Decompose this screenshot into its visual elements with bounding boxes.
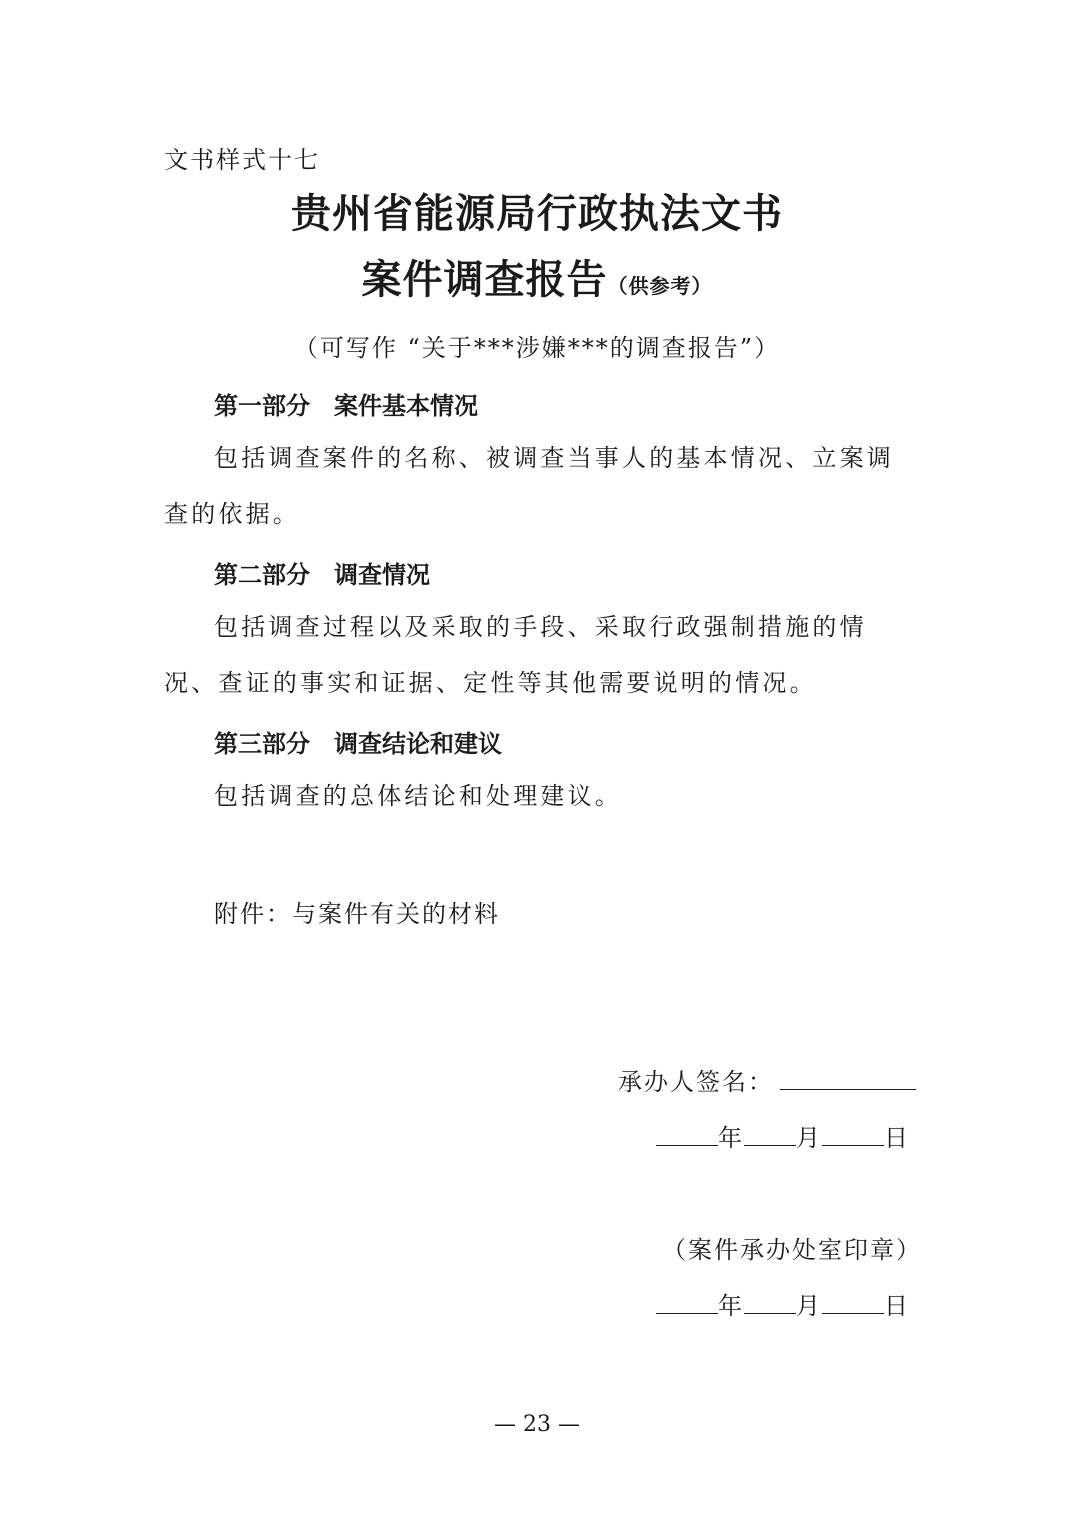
day-label-1: 日 <box>884 1124 910 1152</box>
reference-note: （供参考） <box>607 274 713 298</box>
section-3-body: 包括调查的总体结论和处理建议。 <box>214 782 622 810</box>
section-3-title: 调查结论和建议 <box>334 730 502 758</box>
title-hint: （可写作 “关于***涉嫌***的调查报告”） <box>293 334 781 362</box>
form-label: 文书样式十七 <box>164 146 320 174</box>
section-2-heading <box>214 555 430 590</box>
month-blank-2 <box>744 1287 796 1314</box>
section-1-heading <box>214 386 478 421</box>
day-blank-2 <box>822 1287 884 1314</box>
page-number: — 23 — <box>494 1412 580 1437</box>
section-2-title: 调查情况 <box>334 561 430 589</box>
year-label-2: 年 <box>718 1292 744 1320</box>
day-blank-1 <box>822 1119 884 1146</box>
signature-label: 承办人签名： <box>618 1068 774 1096</box>
day-label-2: 日 <box>884 1292 910 1320</box>
month-label-2: 月 <box>796 1292 822 1320</box>
month-label-1: 月 <box>796 1124 822 1152</box>
year-blank-2 <box>656 1287 718 1314</box>
month-blank-1 <box>744 1119 796 1146</box>
section-2-body: 包括调查过程以及采取的手段、采取行政强制措施的情况、查证的事实和证据、定性等其他需要说明的情况。 <box>164 613 867 697</box>
section-3-heading <box>214 724 502 759</box>
report-title: 案件调查报告 <box>361 257 608 303</box>
section-1-part: 第一部分 <box>214 392 310 420</box>
date-row-2 <box>656 1286 910 1321</box>
seal-label: （案件承办处室印章） <box>662 1236 922 1264</box>
document-subtitle-line <box>0 248 1074 305</box>
signature-row <box>618 1062 916 1097</box>
section-1-body: 包括调查案件的名称、被调查当事人的基本情况、立案调查的依据。 <box>164 444 894 528</box>
attachment-line: 附件：与案件有关的材料 <box>214 900 500 928</box>
year-blank-1 <box>656 1119 718 1146</box>
signature-blank <box>780 1063 916 1090</box>
year-label-1: 年 <box>718 1124 744 1152</box>
section-1-title: 案件基本情况 <box>334 392 478 420</box>
section-3-part: 第三部分 <box>214 730 310 758</box>
date-row-1 <box>656 1118 910 1153</box>
section-2-part: 第二部分 <box>214 561 310 589</box>
document-title: 贵州省能源局行政执法文书 <box>291 191 783 237</box>
